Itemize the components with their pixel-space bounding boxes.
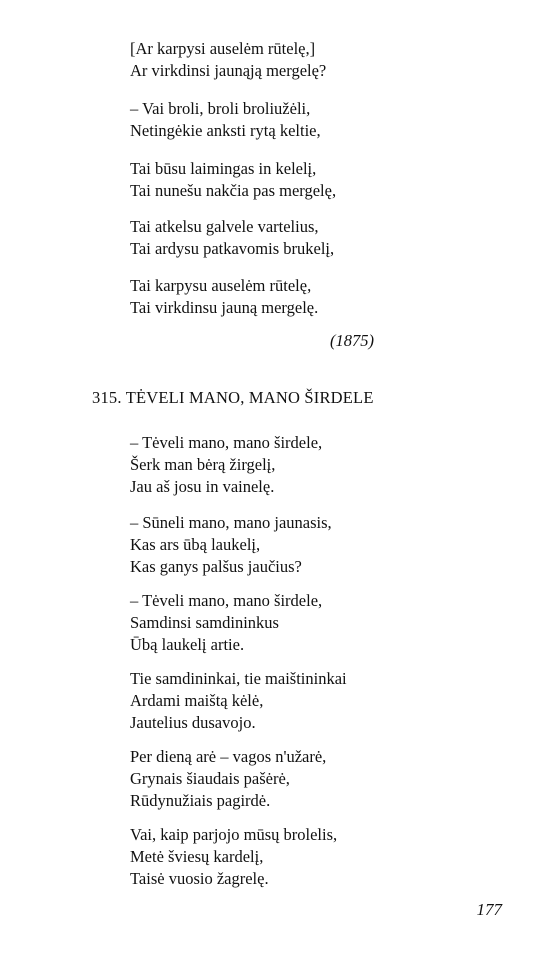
verse-line: Tai karpysu auselėm rūtelę, — [130, 276, 312, 295]
verse-line: Kas ars ūbą laukelį, — [130, 535, 261, 554]
verse-line: Grynais šiaudais pašėrė, — [130, 769, 290, 788]
verse-line: Šerk man bėrą žirgelį, — [130, 455, 276, 474]
verse-line: Tie samdininkai, tie maištininkai — [130, 669, 347, 688]
verse-line: Samdinsi samdininkus — [130, 613, 279, 632]
stanza — [130, 512, 332, 578]
verse-line: – Sūneli mano, mano jaunasis, — [130, 513, 332, 532]
verse-line: Tai virkdinsu jauną mergelę. — [130, 298, 319, 317]
verse-line: Vai, kaip parjojo mūsų brolelis, — [130, 825, 338, 844]
verse-line: Jautelius dusavojo. — [130, 713, 256, 732]
verse-line: – Vai broli, broli broliužėli, — [130, 99, 311, 118]
verse-line: – Tėveli mano, mano širdele, — [130, 433, 323, 452]
stanza — [130, 824, 337, 890]
poem-number: 315. — [92, 388, 122, 407]
verse-line: Ar virkdinsi jaunąją mergelę? — [130, 61, 327, 80]
poem-title: TĖVELI MANO, MANO ŠIRDELE — [125, 388, 374, 407]
stanza — [130, 98, 321, 142]
stanza — [130, 38, 326, 82]
verse-line: Netingėkie anksti rytą keltie, — [130, 121, 321, 140]
poem-heading — [92, 388, 374, 408]
verse-line: Rūdynužiais pagirdė. — [130, 791, 271, 810]
verse-line: Ūbą laukelį artie. — [130, 635, 245, 654]
verse-line: Kas ganys palšus jaučius? — [130, 557, 302, 576]
verse-line: Tai ardysu patkavomis brukelį, — [130, 239, 335, 258]
verse-line: Per dieną arė – vagos n'užarė, — [130, 747, 327, 766]
page-number: 177 — [476, 900, 502, 919]
stanza — [130, 275, 318, 319]
stanza — [130, 216, 334, 260]
poem-date: (1875) — [330, 331, 374, 350]
verse-line: Jau aš josu in vainelę. — [130, 477, 275, 496]
verse-line: – Tėveli mano, mano širdele, — [130, 591, 323, 610]
verse-line: Ardami maištą kėlė, — [130, 691, 264, 710]
stanza — [130, 158, 336, 202]
stanza — [130, 590, 322, 656]
verse-line: Metė šviesų kardelį, — [130, 847, 264, 866]
verse-line: [Ar karpysi auselėm rūtelę,] — [130, 39, 316, 58]
verse-line: Tai atkelsu galvele vartelius, — [130, 217, 319, 236]
stanza — [130, 746, 326, 812]
stanza — [130, 668, 347, 734]
verse-line: Tai būsu laimingas in kelelį, — [130, 159, 317, 178]
verse-line: Taisė vuosio žagrelę. — [130, 869, 269, 888]
stanza — [130, 432, 322, 498]
verse-line: Tai nunešu nakčia pas mergelę, — [130, 181, 337, 200]
